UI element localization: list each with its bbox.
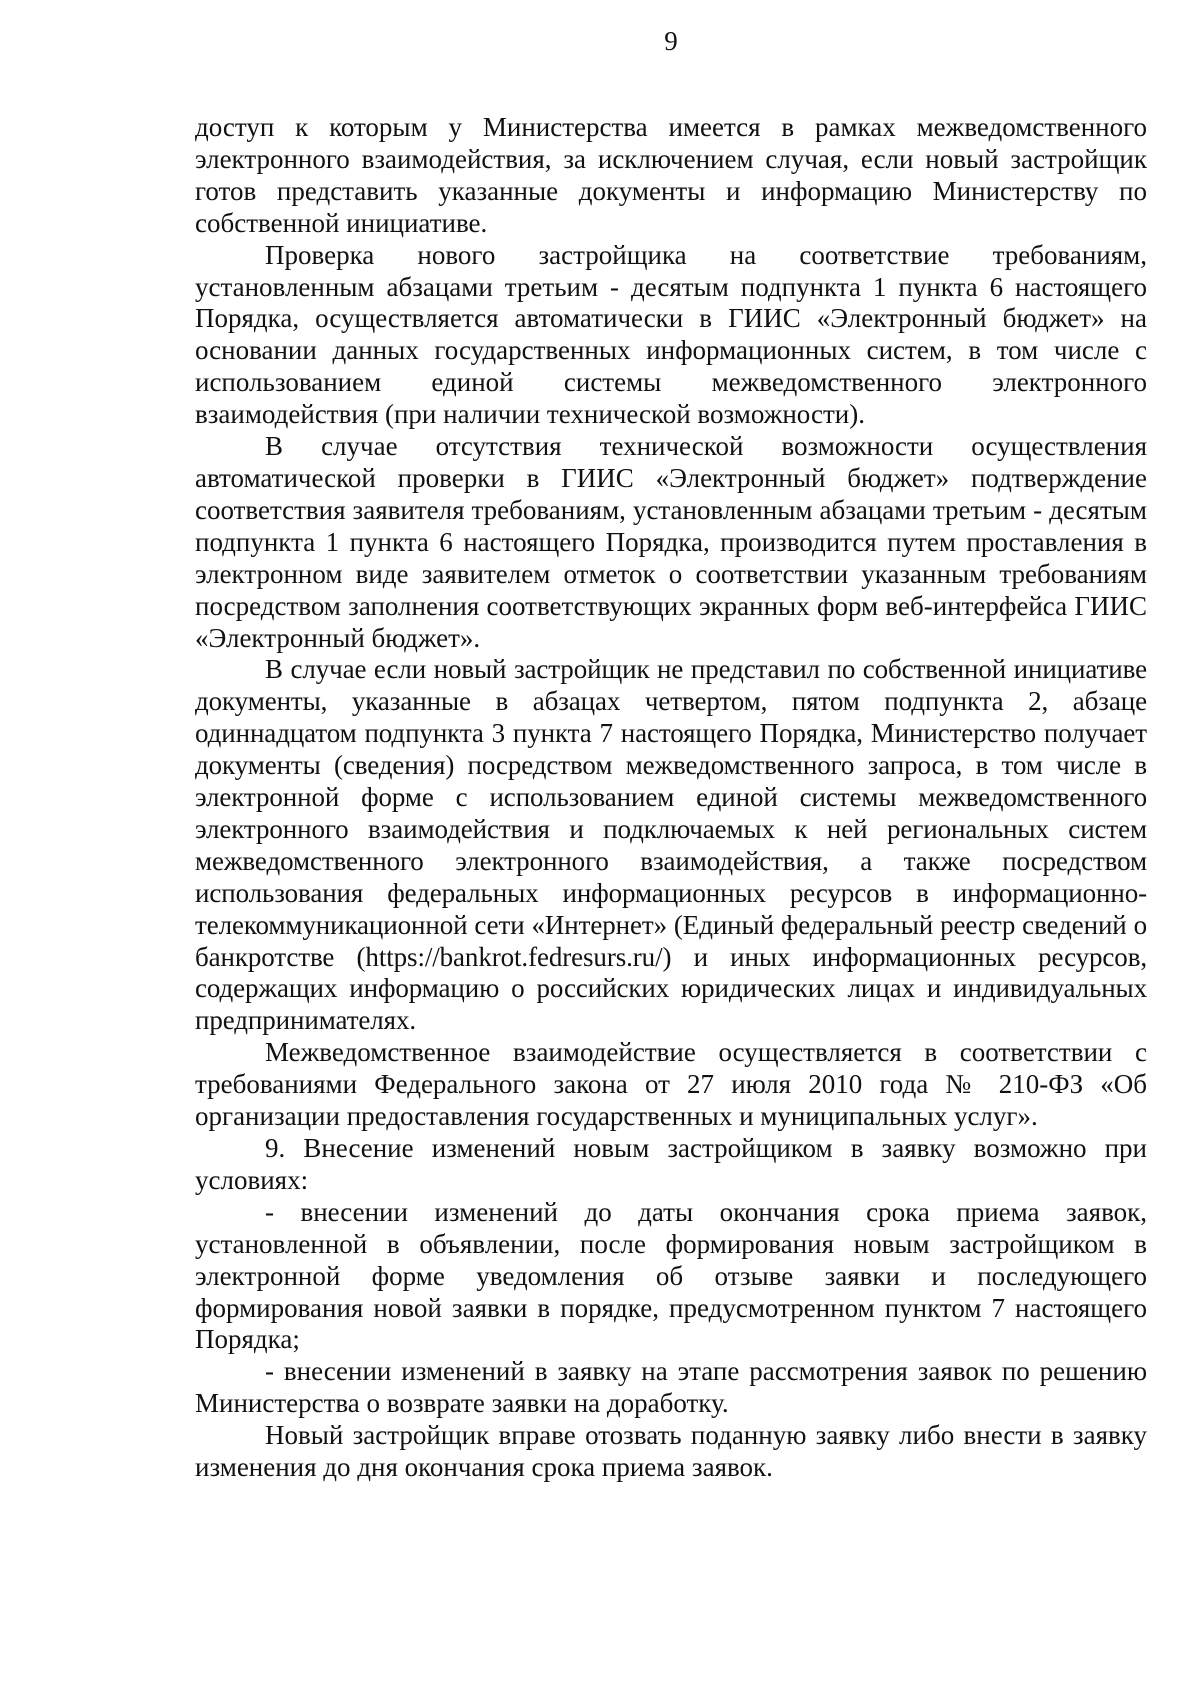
document-body (195, 112, 1147, 1484)
paragraph-withdrawal: Новый застройщик вправе отозвать поданную заявку либо внести в заявку изменения до дня окончания срока приема заявок. (195, 1420, 1147, 1483)
paragraph-manual-confirmation: В случае отсутствия технической возможности осуществления автоматической проверки в ГИИС «Электронный бюджет» подтверждение соответствия заявителя требованиям, установленным абзацами третьим - десятым подпункта 1 пункта 6 настоящего Порядка, производится путем проставления в электронном виде заявителем отметок о соответствии указанным требованиям посредством заполнения соответствующих экранных форм веб-интерфейса ГИИС «Электронный бюджет». (195, 431, 1147, 653)
list-item-before-deadline: - внесении изменений до даты окончания срока приема заявок, установленной в объявлении, после формирования новым застройщиком в электронной форме уведомления об отзыве заявки и последующего формирования новой заявки в порядке, предусмотренном пунктом 7 настоящего Порядка; (195, 1196, 1147, 1355)
paragraph-item-9: 9. Внесение изменений новым застройщиком в заявку возможно при условиях: (195, 1133, 1147, 1195)
paragraph-interagency-request: В случае если новый застройщик не представил по собственной инициативе документы, указанные в абзацах четвертом, пятом подпункта 2, абзаце одиннадцатом подпункта 3 пункта 7 настоящего Порядка, Министерство получает документы (сведения) посредством межведомственного запроса, в том числе в электронной форме с использованием единой системы межведомственного электронного взаимодействия и подключаемых к ней региональных систем межведомственного электронного взаимодействия, а также посредством использования федеральных информационных ресурсов в информационно-телекоммуникационной сети «Интернет» (Единый федеральный реестр сведений о банкротстве (https://bankrot.fedresurs.ru/) и иных информационных ресурсов, содержащих информацию о российских юридических лицах и индивидуальных предпринимателях. (195, 654, 1147, 1036)
paragraph-continuation: доступ к которым у Министерства имеется в рамках межведомственного электронного взаимодействия, за исключением случая, если новый застройщик готов представить указанные документы и информацию Министерству по собственной инициативе. (195, 112, 1147, 238)
paragraph-automatic-check: Проверка нового застройщика на соответствие требованиям, установленным абзацами третьим - десятым подпункта 1 пункта 6 настоящего Порядка, осуществляется автоматически в ГИИС «Электронный бюджет» на основании данных государственных информационных систем, в том числе с использованием единой системы межведомственного электронного взаимодействия (при наличии технической возможности). (195, 239, 1147, 430)
page-number: 9 (664, 26, 678, 56)
list-item-review-stage: - внесении изменений в заявку на этапе рассмотрения заявок по решению Министерства о возврате заявки на доработку. (195, 1356, 1147, 1419)
paragraph-interagency-law: Межведомственное взаимодействие осуществляется в соответствии с требованиями Федерального закона от 27 июля 2010 года № 210-ФЗ «Об организации предоставления государственных и муниципальных услуг». (195, 1037, 1147, 1132)
